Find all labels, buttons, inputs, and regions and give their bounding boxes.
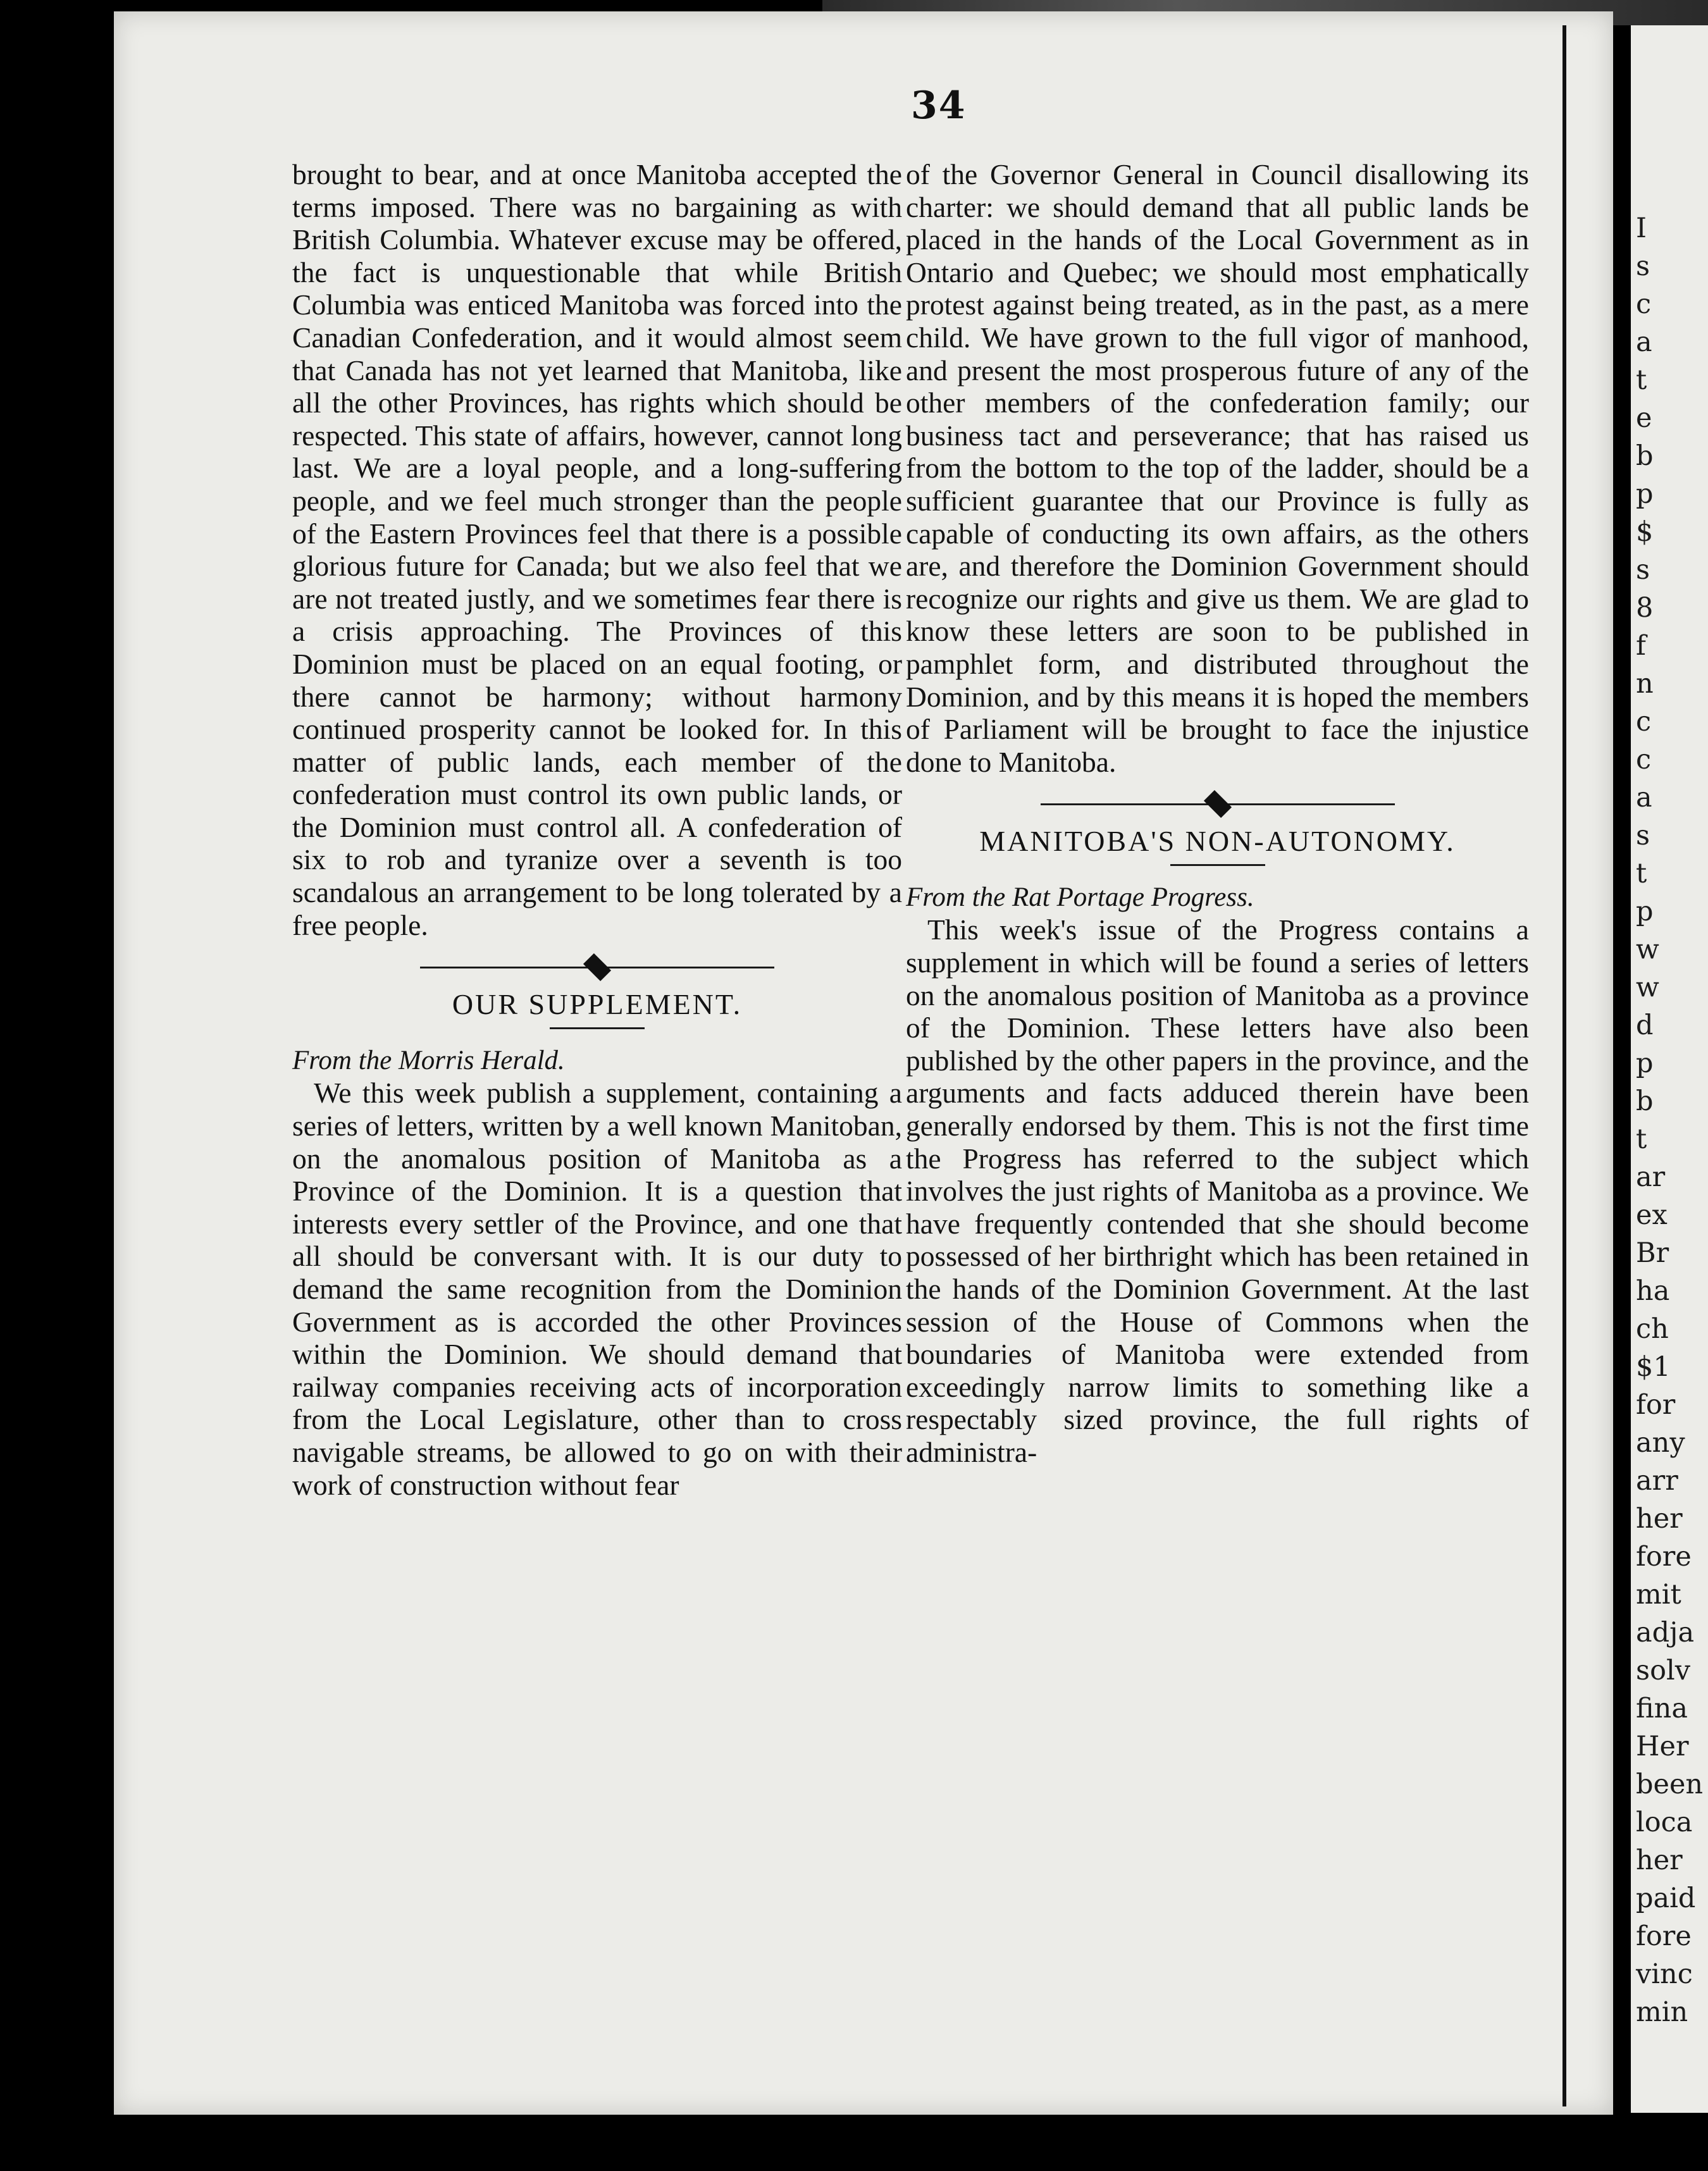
- neighbor-text-fragment: her: [1636, 1503, 1683, 1535]
- page-fold-shadow: [1563, 25, 1566, 2106]
- neighbor-text-fragment: w: [1636, 934, 1659, 965]
- page-number: 34: [911, 84, 967, 128]
- neighbor-text-fragment: t: [1636, 858, 1647, 889]
- neighbor-text-fragment: solv: [1636, 1655, 1690, 1686]
- neighbor-text-fragment: t: [1636, 364, 1647, 396]
- neighbor-text-fragment: c: [1636, 706, 1652, 738]
- neighbor-text-fragment: fore: [1636, 1541, 1692, 1573]
- neighbor-text-fragment: Her: [1636, 1731, 1689, 1762]
- neighbor-text-fragment: c: [1636, 744, 1652, 776]
- neighbor-text-fragment: a: [1636, 326, 1652, 358]
- neighbor-text-fragment: d: [1636, 1010, 1654, 1041]
- right-paragraph-2: This week's issue of the Progress contains a supplement in which will be found a series of letters on the anomalous position of Manitoba as a province of the Dominion. These letters have also been published by the other papers in the province, and the arguments and facts adduced therein have been generally endorsed by them. This is not the first time the Progress has referred to the subject which involves the just rights of Manitoba as a province. We have frequently contended that she should become possessed of her birthright which has been retained in the hands of the Dominion Government. At the last session of the House of Commons when the boundaries of Manitoba were extended from exceedingly narrow limits to something like a respectably sized province, the full rights of administra-: [906, 913, 1529, 1468]
- heading-rule: [550, 1027, 645, 1029]
- neighbor-text-fragment: fina: [1636, 1693, 1688, 1724]
- neighbor-text-fragment: p: [1636, 896, 1654, 927]
- neighbor-text-fragment: s: [1636, 820, 1650, 851]
- neighbor-text-fragment: paid: [1636, 1883, 1696, 1914]
- neighbor-text-fragment: ex: [1636, 1199, 1668, 1231]
- neighbor-text-fragment: mit: [1636, 1579, 1681, 1611]
- neighbor-text-fragment: any: [1636, 1427, 1685, 1459]
- neighbor-text-fragment: 8: [1636, 592, 1654, 624]
- neighbor-text-fragment: for: [1636, 1389, 1676, 1421]
- neighbor-text-fragment: ar: [1636, 1161, 1666, 1193]
- section-heading-our-supplement: OUR SUPPLEMENT.: [452, 988, 743, 1021]
- neighbor-text-fragment: b: [1636, 1086, 1654, 1117]
- neighbor-text-fragment: p: [1636, 478, 1654, 510]
- left-column: [292, 158, 902, 1501]
- neighbor-text-fragment: loca: [1636, 1807, 1693, 1838]
- neighbor-text-fragment: fore: [1636, 1920, 1692, 1952]
- neighbor-text-fragment: I: [1636, 213, 1647, 244]
- neighbor-text-fragment: min: [1636, 1996, 1688, 2028]
- neighbor-page-edge: [1631, 25, 1708, 2113]
- neighbor-text-fragment: f: [1636, 630, 1646, 662]
- neighbor-text-fragment: s: [1636, 554, 1650, 586]
- left-paragraph-1: brought to bear, and at once Manitoba accepted the terms imposed. There was no bargaining as with British Columbia. Whatever excuse may be offered, the fact is unquestionable that while British Columbia was enticed Manitoba was forced into the Canadian Confederation, and it would almost seem that Canada has not yet learned that Manitoba, like all the other Provinces, has rights which should be respected. This state of affairs, however, cannot long last. We are a loyal people, and a long-suffering people, and we feel much stronger than the people of the Eastern Provinces feel that there is a possible glorious future for Canada; but we also feel that we are not treated justly, and we sometimes fear there is a crisis approaching. The Provinces of this Dominion must be placed on an equal footing, or there cannot be harmony; without harmony continued prosperity cannot be looked for. In this matter of public lands, each member of the confederation must control its own public lands, or the Dominion must control all. A confederation of six to rob and tyranize over a seventh is too scandalous an arrangement to be long tolerated by a free people.: [292, 158, 902, 941]
- section-heading-non-autonomy: MANITOBA'S NON-AUTONOMY.: [979, 825, 1456, 858]
- neighbor-text-fragment: b: [1636, 440, 1654, 472]
- neighbor-text-fragment: c: [1636, 288, 1652, 320]
- neighbor-text-fragment: arr: [1636, 1465, 1678, 1497]
- neighbor-text-fragment: been: [1636, 1769, 1704, 1800]
- neighbor-text-fragment: $1: [1636, 1351, 1671, 1383]
- neighbor-text-fragment: vinc: [1636, 1958, 1693, 1990]
- left-paragraph-2: We this week publish a supplement, containing a series of letters, written by a well known Manitoban, on the anomalous position of Manitoba as a Province of the Dominion. It is a question that interests every settler of the Province, and one that all should be conversant with. It is our duty to demand the same recognition from the Dominion Government as is accorded the other Provinces within the Dominion. We should demand that railway companies receiving acts of incorporation from the Local Legislature, other than to cross navigable streams, be allowed to go on with their work of construction without fear: [292, 1077, 902, 1501]
- neighbor-text-fragment: n: [1636, 668, 1654, 700]
- neighbor-text-fragment: $: [1636, 516, 1654, 548]
- neighbor-text-fragment: e: [1636, 402, 1652, 434]
- neighbor-text-fragment: her: [1636, 1845, 1683, 1876]
- source-morris-herald: From the Morris Herald.: [292, 1045, 565, 1075]
- neighbor-text-fragment: adja: [1636, 1617, 1695, 1648]
- neighbor-text-fragment: s: [1636, 250, 1650, 282]
- divider-diamond-ornament: [1203, 790, 1231, 818]
- divider-diamond-ornament: [583, 953, 611, 981]
- right-column: [906, 158, 1529, 1469]
- neighbor-text-fragment: ha: [1636, 1275, 1670, 1307]
- right-paragraph-1: of the Governor General in Council disallowing its charter: we should demand that all public lands be placed in the hands of the Local Government as in Ontario and Quebec; we should most emphatically protest against being treated, as in the past, as a mere child. We have grown to the full vigor of manhood, and present the most prosperous future of any of the other members of the confederation family; our business tact and perseverance; that has raised us from the bottom to the top of the ladder, should be a sufficient guarantee that our Province is fully as capable of conducting its own affairs, as the others are, and therefore the Dominion Government should recognize our rights and give us them. We are glad to know these letters are soon to be published in pamphlet form, and distributed throughout the Dominion, and by this means it is hoped the members of Parliament will be brought to face the injustice done to Manitoba.: [906, 158, 1529, 778]
- section-divider: [1041, 793, 1395, 815]
- neighbor-text-fragment: ch: [1636, 1313, 1669, 1345]
- neighbor-text-fragment: p: [1636, 1048, 1654, 1079]
- neighbor-text-fragment: t: [1636, 1123, 1647, 1155]
- neighbor-text-fragment: w: [1636, 972, 1659, 1003]
- neighbor-text-fragment: a: [1636, 782, 1652, 813]
- heading-rule: [1170, 864, 1265, 866]
- source-rat-portage-progress: From the Rat Portage Progress.: [906, 882, 1254, 912]
- neighbor-text-fragment: Br: [1636, 1237, 1669, 1269]
- section-divider: [420, 956, 774, 978]
